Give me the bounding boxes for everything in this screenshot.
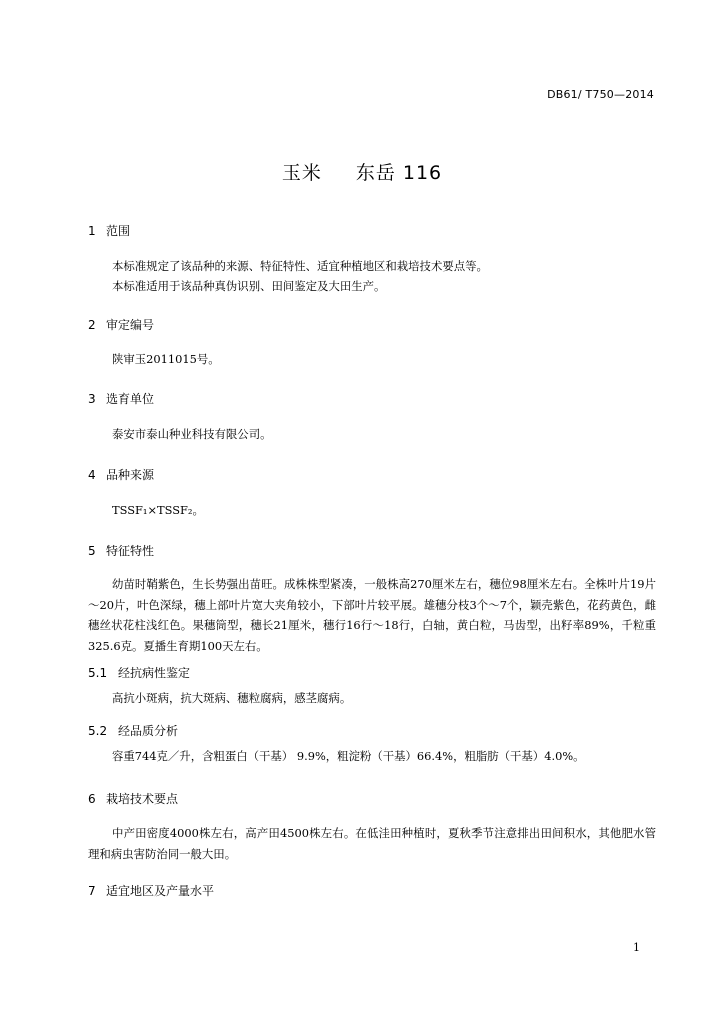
section-title: 特征特性 (106, 544, 155, 558)
subsection-number: 5.2 (88, 724, 108, 738)
section-number: 1 (88, 224, 96, 238)
section-number: 6 (88, 792, 96, 806)
paragraph-characteristics: 幼苗时鞘紫色，生长势强出苗旺。成株株型紧凑，一般株高270厘米左右，穗位98厘米左右。全株叶片19片～20片，叶色深绿，穗上部叶片宽大夹角较小，下部叶片较平展。雄穗分枝3个～7个，颖壳紫色，花药黄色，雌穗丝状花柱浅红色。果穗筒型，穗长21厘米，穗行16行～18行，白轴，黄白粒，马齿型，出籽率89%，千粒重325.6克。夏播生育期100天左右。 (88, 577, 656, 653)
section-heading-region-yield (88, 882, 214, 899)
section-number: 2 (88, 318, 96, 332)
subsection-heading-quality (88, 722, 178, 739)
paragraph-cultivation: 中产田密度4000株左右，高产田4500株左右。在低洼田种植时，夏秋季节注意排出田间积水，其他肥水管理和病虫害防治同一般大田。 (88, 826, 656, 861)
section-title: 选育单位 (106, 392, 155, 406)
paragraph-scope-1: 本标准规定了该品种的来源、特征特性、适宜种植地区和栽培技术要点等。 (112, 259, 488, 273)
subsection-title: 经品质分析 (118, 724, 179, 738)
document-title (0, 158, 724, 185)
subsection-title: 经抗病性鉴定 (118, 666, 191, 680)
title-crop: 玉米 (281, 162, 322, 184)
section-heading-source (88, 466, 154, 483)
paragraph-quality: 容重744克／升，含粗蛋白（干基） 9.9%，粗淀粉（干基）66.4%，粗脂肪（干基）4.0%。 (112, 749, 585, 763)
section-title: 适宜地区及产量水平 (106, 884, 215, 898)
title-variety: 东岳 116 (355, 162, 443, 184)
section-number: 4 (88, 468, 96, 482)
section-number: 5 (88, 544, 96, 558)
section-number: 3 (88, 392, 96, 406)
paragraph-source: TSSF₁×TSSF₂。 (112, 503, 204, 517)
section-number: 7 (88, 884, 96, 898)
section-heading-scope (88, 222, 130, 239)
section-heading-breeder (88, 390, 154, 407)
standard-code: DB61/ T750—2014 (547, 88, 654, 101)
section-heading-approval (88, 316, 154, 333)
paragraph-disease: 高抗小斑病，抗大斑病、穗粒腐病，感茎腐病。 (112, 691, 352, 705)
section-title: 范围 (106, 224, 131, 238)
section-title: 栽培技术要点 (106, 792, 179, 806)
subsection-number: 5.1 (88, 666, 108, 680)
page-number: 1 (633, 941, 640, 954)
section-title: 审定编号 (106, 318, 155, 332)
paragraph-scope-2: 本标准适用于该品种真伪识别、田间鉴定及大田生产。 (112, 279, 386, 293)
section-heading-cultivation (88, 790, 178, 807)
paragraph-approval: 陕审玉2011015号。 (112, 352, 220, 366)
section-heading-characteristics (88, 542, 154, 559)
subsection-heading-disease (88, 664, 190, 681)
paragraph-breeder: 泰安市泰山种业科技有限公司。 (112, 427, 272, 441)
section-title: 品种来源 (106, 468, 155, 482)
